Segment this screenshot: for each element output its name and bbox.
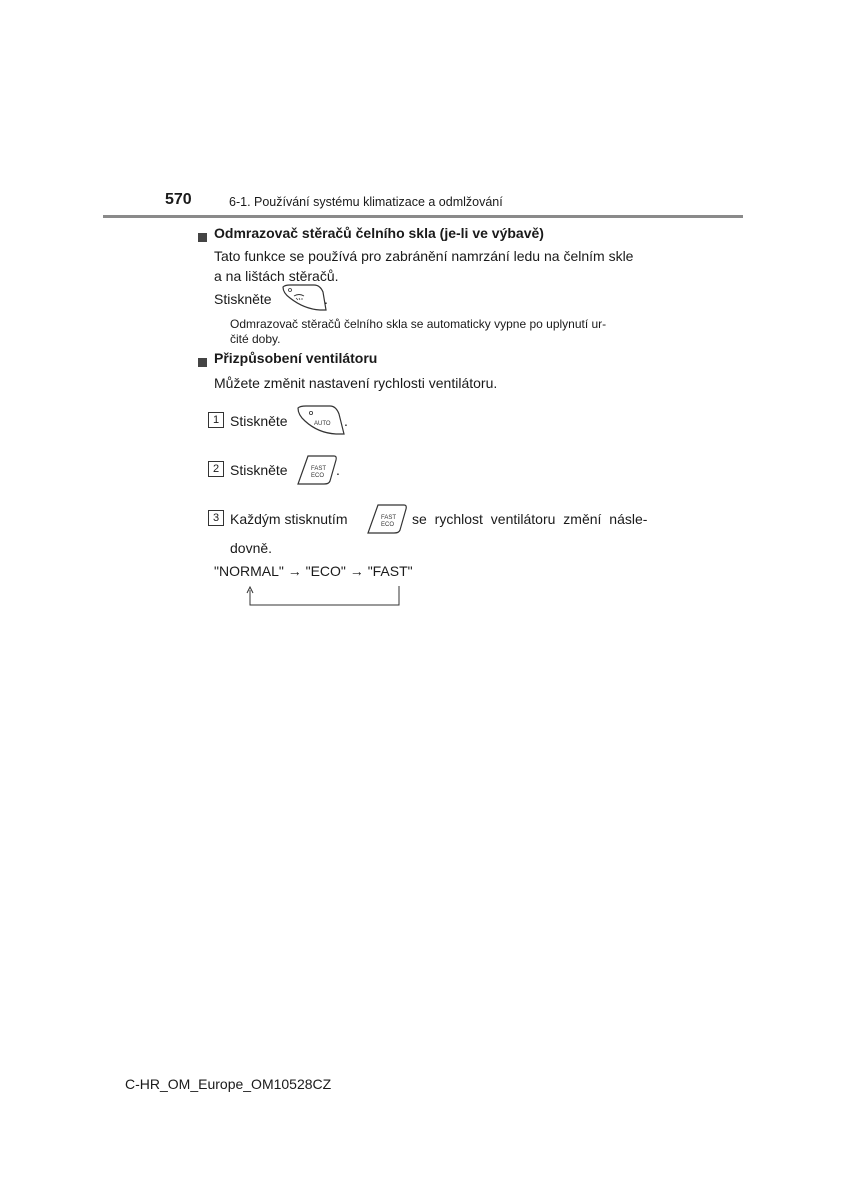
step3-text-after: se rychlost ventilátoru změní násle- <box>412 511 648 527</box>
section1-bullet <box>198 229 207 247</box>
chapter-title: 6-1. Používání systému klimatizace a odmlžování <box>229 195 503 209</box>
auto-button-label: AUTO <box>314 421 331 427</box>
step3-text-before: Každým stisknutím <box>230 511 348 527</box>
cycle-return-arrow-icon <box>244 584 404 608</box>
step3-text-cont: dovně. <box>230 540 273 556</box>
fast-eco-button-icon <box>296 455 338 485</box>
section2-bullet <box>198 354 207 372</box>
section1-note-line2: čité doby. <box>230 332 281 346</box>
cycle-eco: "ECO" <box>305 563 346 579</box>
section2-heading: Přizpůsobení ventilátoru <box>214 350 378 366</box>
section1-note-line1: Odmrazovač stěračů čelního skla se automaticky vypne po uplynutí ur- <box>230 317 607 331</box>
step-number: 3 <box>208 510 224 526</box>
step1-end: . <box>344 413 348 429</box>
page-number: 570 <box>165 191 192 208</box>
fast-label: FAST <box>311 466 327 472</box>
auto-button-icon <box>296 405 346 435</box>
fast-eco-button-icon <box>366 504 408 534</box>
step-number: 2 <box>208 461 224 477</box>
section1-press-end: . <box>324 291 328 307</box>
cycle-normal: "NORMAL" <box>214 563 284 579</box>
fan-cycle-sequence <box>214 561 413 581</box>
step-number: 1 <box>208 412 224 428</box>
document-id: C-HR_OM_Europe_OM10528CZ <box>125 1076 332 1092</box>
eco-label: ECO <box>311 473 325 479</box>
fast-label: FAST <box>381 515 397 521</box>
section1-body-line2: a na lištách stěračů. <box>214 268 339 284</box>
step1-text: Stiskněte <box>230 413 288 429</box>
section1-heading: Odmrazovač stěračů čelního skla (je-li ve výbavě) <box>214 225 544 241</box>
cycle-arrow-icon: → <box>287 563 302 579</box>
header-divider <box>103 215 743 218</box>
cycle-fast: "FAST" <box>367 563 413 579</box>
step2-text: Stiskněte <box>230 462 288 478</box>
eco-label: ECO <box>381 522 395 528</box>
cycle-arrow-icon: → <box>349 563 364 579</box>
section1-press-label: Stiskněte <box>214 291 272 307</box>
wiper-deicer-button-icon <box>280 284 328 312</box>
section2-intro: Můžete změnit nastavení rychlosti ventilátoru. <box>214 375 498 391</box>
step2-end: . <box>336 462 340 478</box>
section1-body-line1: Tato funkce se používá pro zabránění namrzání ledu na čelním skle <box>214 248 634 264</box>
